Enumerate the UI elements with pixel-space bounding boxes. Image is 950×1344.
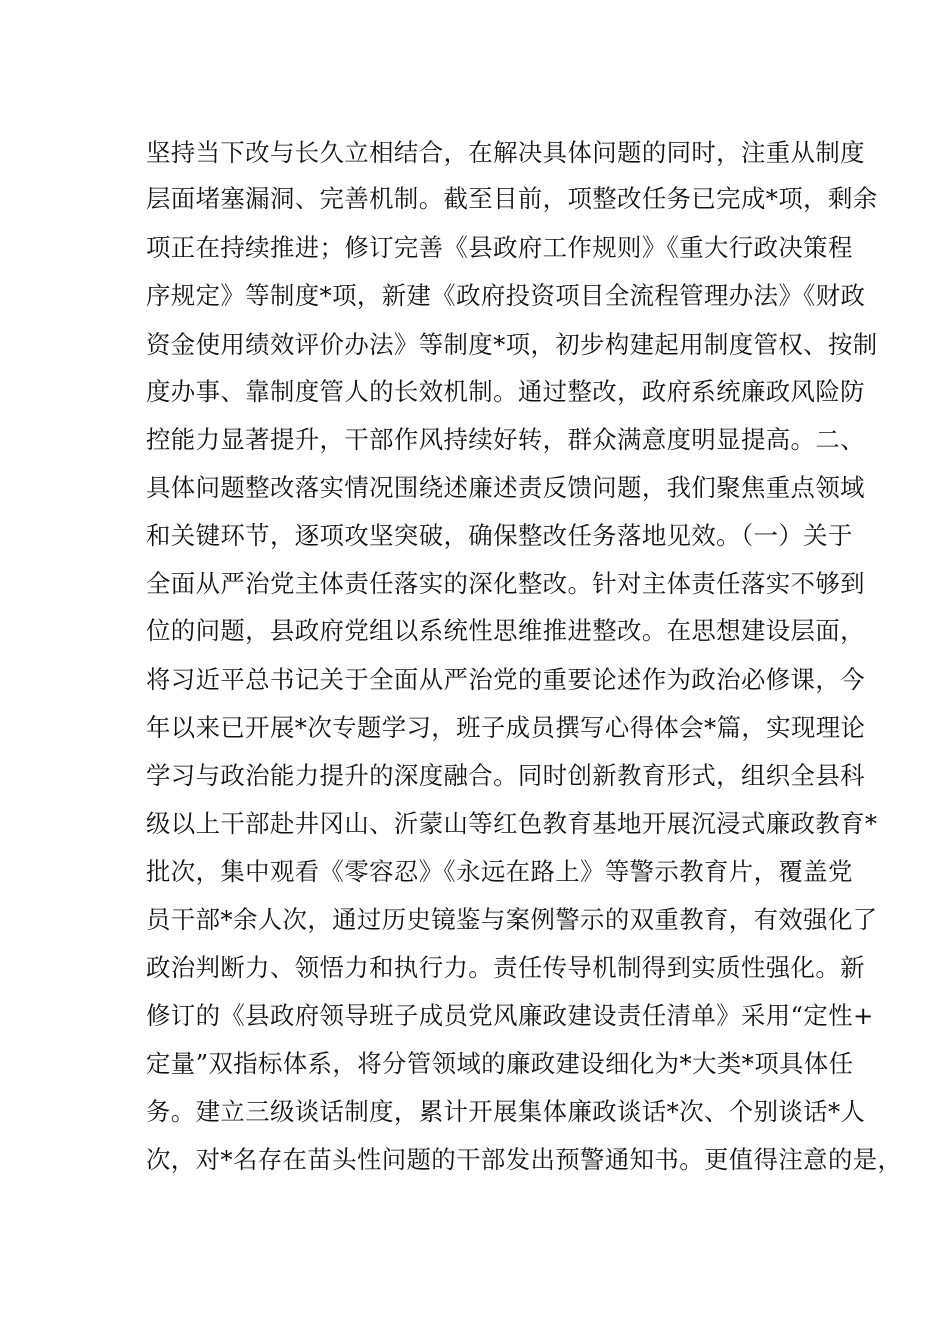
text-line: 项正在持续推进；修订完善《县政府工作规则》《重大行政决策程 [146, 233, 853, 262]
text-line: 坚持当下改与长久立相结合，在解决具体问题的同时，注重从制度 [146, 138, 865, 167]
text-line: 批次，集中观看《零容忍》《永远在路上》等警示教育片，覆盖党 [146, 857, 853, 886]
text-line: 政治判断力、领悟力和执行力。责任传导机制得到实质性强化。新 [146, 953, 865, 982]
text-line: 和关键环节，逐项攻坚突破，确保整改任务落地见效。（一）关于 [146, 521, 853, 550]
text-line: 全面从严治党主体责任落实的深化整改。针对主体责任落实不够到 [146, 569, 865, 598]
text-line: 定量”双指标体系，将分管领域的廉政建设细化为*大类*项具体任 [146, 1049, 854, 1078]
text-line: 年以来已开展*次专题学习，班子成员撰写心得体会*篇，实现理论 [146, 713, 866, 742]
text-line: 度办事、靠制度管人的长效机制。通过整改，政府系统廉政风险防 [146, 377, 865, 406]
text-line: 级以上干部赴井冈山、沂蒙山等红色教育基地开展沉浸式廉政教育* [146, 809, 878, 838]
text-line: 将习近平总书记关于全面从严治党的重要论述作为政治必修课，今 [146, 665, 865, 694]
text-line: 次，对*名存在苗头性问题的干部发出预警通知书。更值得注意的是， [146, 1145, 903, 1174]
text-line: 修订的《县政府领导班子成员党风廉政建设责任清单》采用“定性+ [146, 1001, 874, 1030]
text-line: 位的问题，县政府党组以系统性思维推进整改。在思想建设层面， [146, 616, 865, 645]
text-line: 层面堵塞漏洞、完善机制。截至目前，项整改任务已完成*项，剩余 [146, 184, 878, 213]
text-line: 具体问题整改落实情况围绕述廉述责反馈问题，我们聚焦重点领域 [146, 473, 865, 502]
text-line: 务。建立三级谈话制度，累计开展集体廉政谈话*次、个别谈话*人 [146, 1097, 866, 1126]
text-line: 资金使用绩效评价办法》等制度*项，初步构建起用制度管权、按制 [146, 330, 878, 359]
text-line: 学习与政治能力提升的深度融合。同时创新教育形式，组织全县科 [146, 761, 865, 790]
text-line: 序规定》等制度*项，新建《政府投资项目全流程管理办法》《财政 [146, 281, 866, 310]
text-line: 员干部*余人次，通过历史镜鉴与案例警示的双重教育，有效强化了 [146, 905, 878, 934]
text-line: 控能力显著提升，干部作风持续好转，群众满意度明显提高。二、 [146, 425, 865, 454]
